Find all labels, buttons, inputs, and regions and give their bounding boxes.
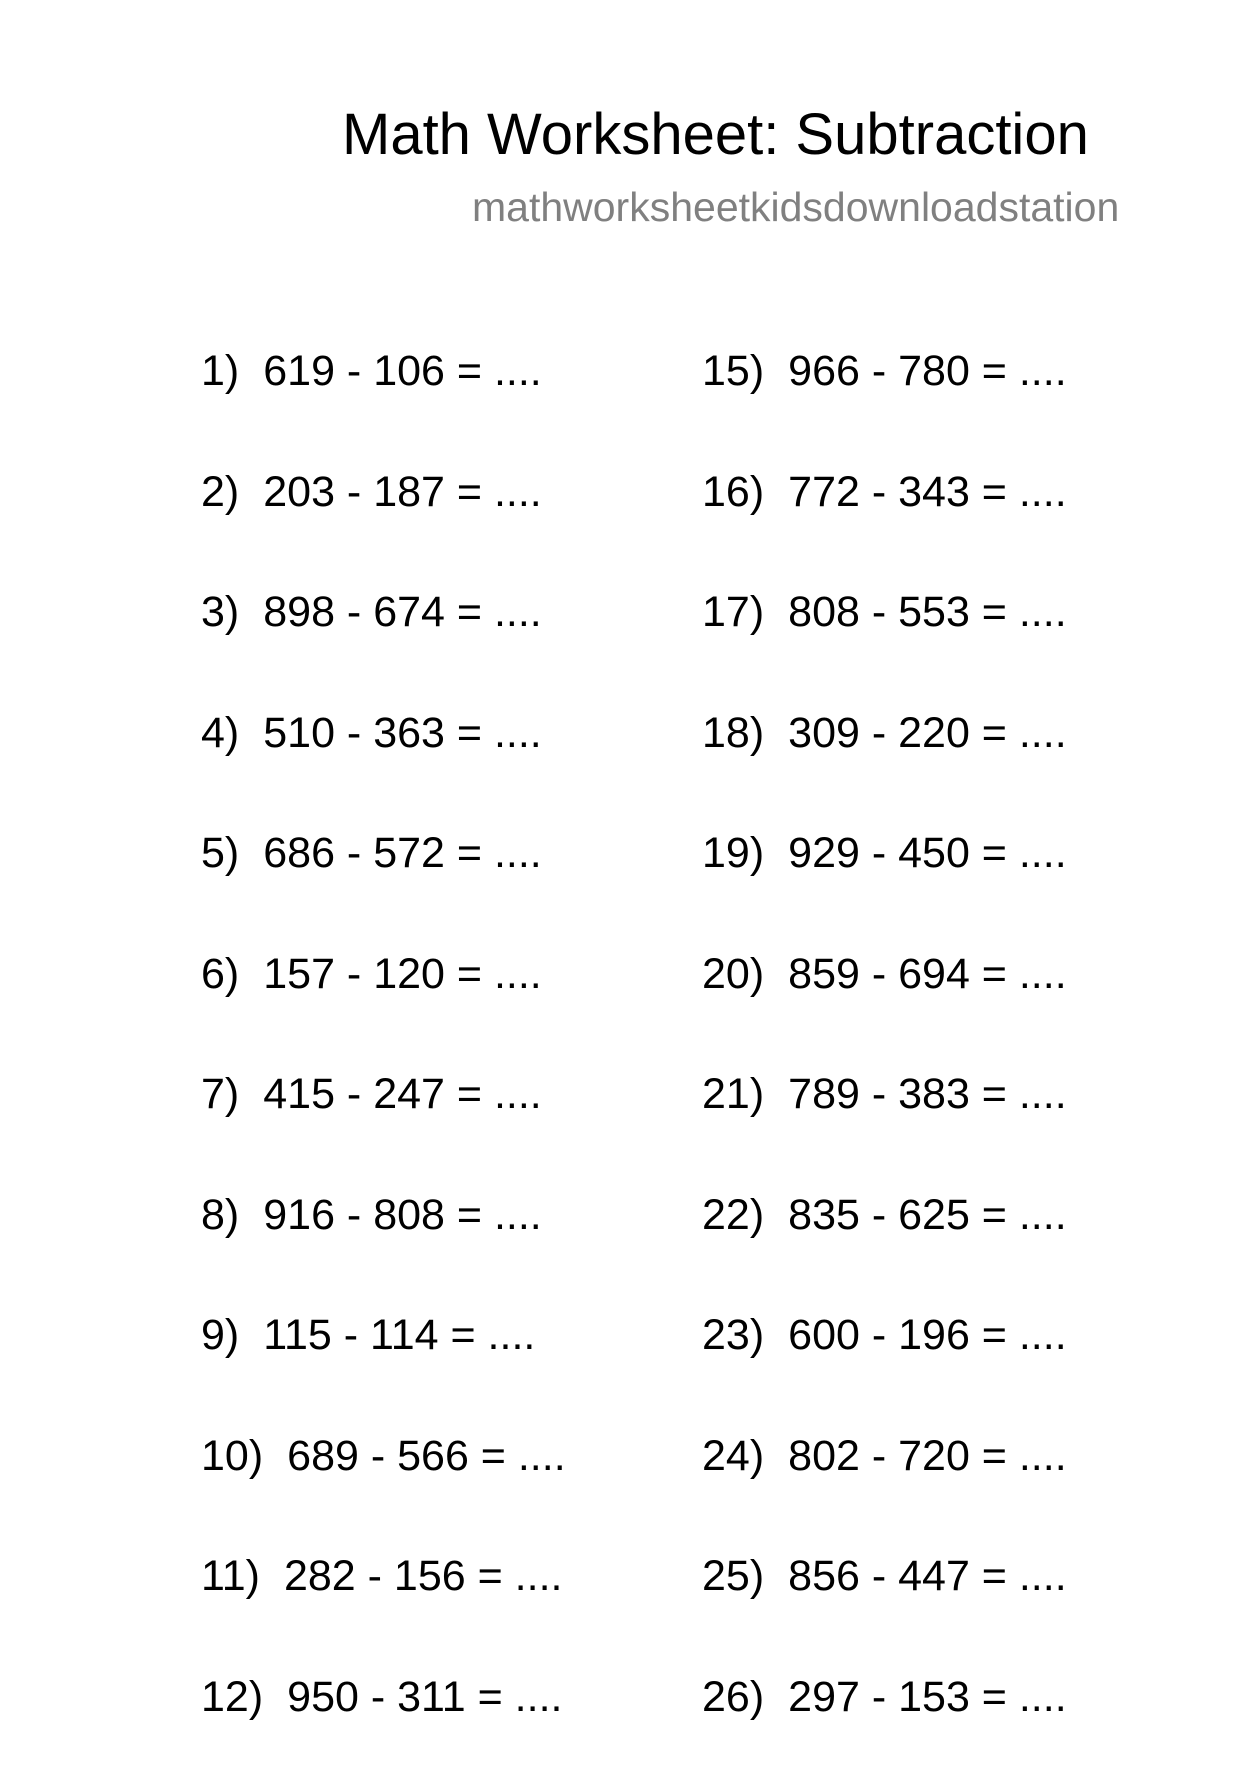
problem-expression: 835 - 625 = ....: [788, 1190, 1067, 1240]
problem-number: 11): [201, 1551, 260, 1601]
problem-number: 1): [201, 346, 239, 396]
problem-item: [702, 1069, 1182, 1190]
right-problem-column: [702, 346, 1182, 1792]
problem-number: 7): [201, 1069, 239, 1119]
problem-item: [702, 828, 1182, 949]
problem-expression: 115 - 114 = ....: [263, 1310, 535, 1360]
problem-item: [201, 828, 681, 949]
problem-expression: 686 - 572 = ....: [263, 828, 542, 878]
problem-number: 9): [201, 1310, 239, 1360]
problem-item: [201, 1069, 681, 1190]
problem-item: [702, 708, 1182, 829]
problem-number: 8): [201, 1190, 239, 1240]
problem-expression: 689 - 566 = ....: [287, 1431, 566, 1481]
problem-item: [702, 1190, 1182, 1311]
problem-expression: 309 - 220 = ....: [788, 708, 1067, 758]
problem-item: [201, 1431, 681, 1552]
worksheet-title: Math Worksheet: Subtraction: [342, 100, 1089, 170]
problem-item: [201, 1190, 681, 1311]
problem-number: 26): [702, 1672, 764, 1722]
problem-expression: 203 - 187 = ....: [263, 467, 542, 517]
problem-number: 22): [702, 1190, 764, 1240]
problem-number: 3): [201, 587, 239, 637]
problem-item: [702, 1551, 1182, 1672]
problem-expression: 297 - 153 = ....: [788, 1672, 1067, 1722]
problem-expression: 157 - 120 = ....: [263, 949, 542, 999]
problem-item: [201, 1551, 681, 1672]
problem-number: 12): [201, 1672, 263, 1722]
problem-expression: 966 - 780 = ....: [788, 346, 1067, 396]
problem-expression: 856 - 447 = ....: [788, 1551, 1067, 1601]
problem-item: [201, 1672, 681, 1792]
problem-expression: 600 - 196 = ....: [788, 1310, 1067, 1360]
problem-item: [201, 1310, 681, 1431]
problem-expression: 619 - 106 = ....: [263, 346, 542, 396]
problem-item: [702, 949, 1182, 1070]
problem-expression: 415 - 247 = ....: [263, 1069, 542, 1119]
problem-number: 24): [702, 1431, 764, 1481]
problem-item: [702, 346, 1182, 467]
problem-expression: 916 - 808 = ....: [263, 1190, 542, 1240]
problem-number: 6): [201, 949, 239, 999]
problem-expression: 898 - 674 = ....: [263, 587, 542, 637]
problem-item: [201, 346, 681, 467]
problem-number: 2): [201, 467, 239, 517]
problem-item: [702, 467, 1182, 588]
problem-expression: 772 - 343 = ....: [788, 467, 1067, 517]
problem-number: 17): [702, 587, 764, 637]
problem-number: 21): [702, 1069, 764, 1119]
problem-expression: 950 - 311 = ....: [287, 1672, 562, 1722]
problem-item: [201, 708, 681, 829]
problem-number: 23): [702, 1310, 764, 1360]
problem-item: [702, 1310, 1182, 1431]
problem-expression: 808 - 553 = ....: [788, 587, 1067, 637]
problem-item: [201, 949, 681, 1070]
left-problem-column: [201, 346, 681, 1792]
problem-item: [702, 1431, 1182, 1552]
problem-expression: 282 - 156 = ....: [284, 1551, 563, 1601]
problem-item: [702, 587, 1182, 708]
worksheet-source: mathworksheetkidsdownloadstation: [472, 182, 1119, 232]
problem-expression: 789 - 383 = ....: [788, 1069, 1067, 1119]
problem-number: 18): [702, 708, 764, 758]
problem-number: 4): [201, 708, 239, 758]
problem-number: 10): [201, 1431, 263, 1481]
problem-expression: 802 - 720 = ....: [788, 1431, 1067, 1481]
problem-item: [702, 1672, 1182, 1792]
problem-expression: 510 - 363 = ....: [263, 708, 542, 758]
problem-number: 15): [702, 346, 764, 396]
problem-number: 5): [201, 828, 239, 878]
problem-number: 19): [702, 828, 764, 878]
problem-expression: 859 - 694 = ....: [788, 949, 1067, 999]
problem-item: [201, 467, 681, 588]
problem-item: [201, 587, 681, 708]
problem-number: 16): [702, 467, 764, 517]
problem-number: 20): [702, 949, 764, 999]
problem-number: 25): [702, 1551, 764, 1601]
problem-expression: 929 - 450 = ....: [788, 828, 1067, 878]
